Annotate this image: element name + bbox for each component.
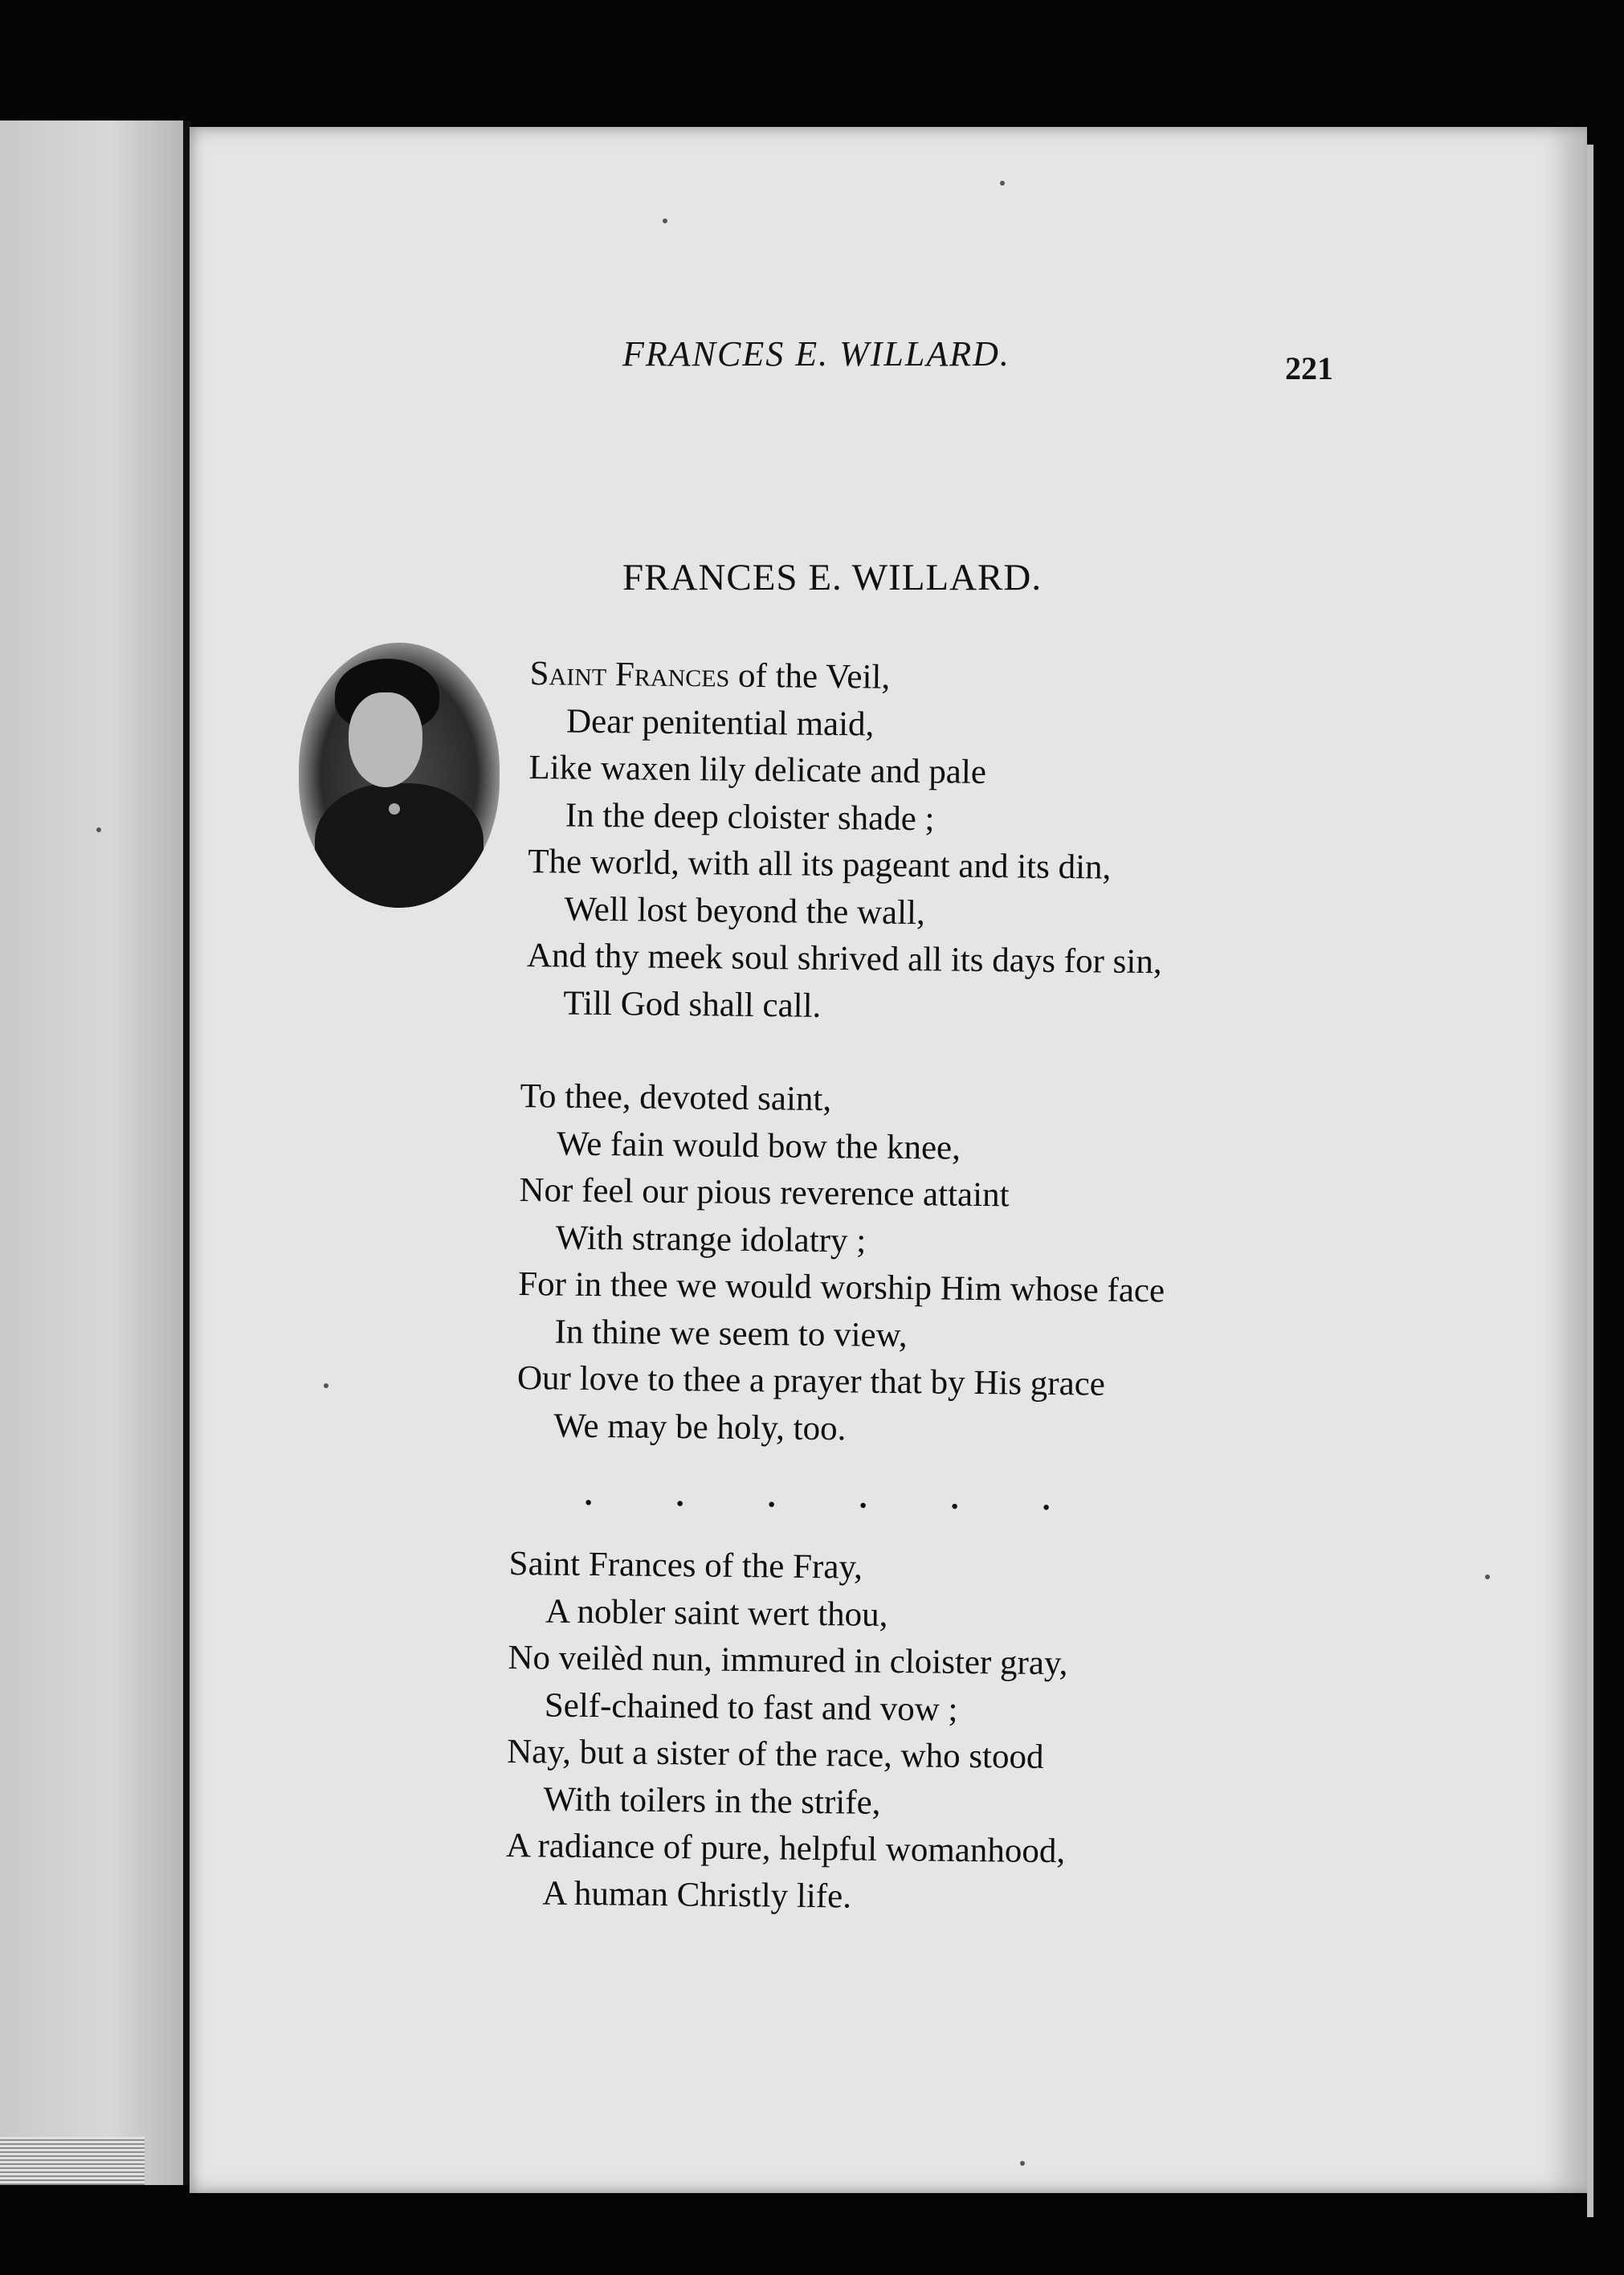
paper-speck bbox=[96, 827, 101, 832]
opening-line-rest: of the Veil, bbox=[729, 656, 891, 696]
portrait-dress bbox=[315, 783, 484, 908]
stanza-3-line-1: Saint Frances of the Fray, bbox=[508, 1544, 863, 1587]
poem-title: FRANCES E. WILLARD. bbox=[622, 557, 1043, 598]
stanza-1-line-4: In the deep cloister shade ; bbox=[565, 795, 935, 838]
stanza-3-line-7: A radiance of pure, helpful womanhood, bbox=[505, 1826, 1066, 1871]
stanza-2-line-3: Nor feel our pious reverence attaint bbox=[519, 1170, 1010, 1215]
paper-speck bbox=[1000, 181, 1005, 186]
stanza-1-line-1 bbox=[529, 651, 1165, 705]
ellipsis-dot: . bbox=[675, 1477, 684, 1513]
right-page-edge bbox=[1587, 145, 1593, 2217]
ellipsis-dot: . bbox=[767, 1477, 776, 1514]
stanza-3-line-5: Nay, but a sister of the race, who stood bbox=[507, 1732, 1044, 1776]
ellipsis-dot: . bbox=[950, 1479, 959, 1516]
ellipsis-dot: . bbox=[1042, 1480, 1051, 1517]
stanza-1 bbox=[526, 651, 1165, 1033]
stanza-2-line-6: In thine we seem to view, bbox=[554, 1312, 908, 1354]
stanza-2-line-1: To thee, devoted saint, bbox=[520, 1076, 832, 1119]
stanza-1-line-6: Well lost beyond the wall, bbox=[564, 889, 926, 932]
paper-speck bbox=[1020, 2161, 1025, 2166]
stanza-2-line-4: With strange idolatry ; bbox=[555, 1218, 867, 1260]
page-stack-edge bbox=[0, 2137, 145, 2185]
stanza-3-line-3: No veilèd nun, immured in cloister gray, bbox=[508, 1638, 1068, 1683]
portrait-brooch bbox=[389, 803, 400, 815]
stanza-1-line-3: Like waxen lily delicate and pale bbox=[528, 748, 987, 791]
running-head: FRANCES E. WILLARD. bbox=[622, 334, 1010, 374]
stanza-2-line-7: Our love to thee a prayer that by His grace bbox=[516, 1358, 1106, 1403]
stanza-1-line-7: And thy meek soul shrived all its days for sin, bbox=[526, 936, 1162, 982]
stanza-2-line-5: For in thee we would worship Him whose face bbox=[518, 1264, 1165, 1310]
stanza-1-line-2: Dear penitential maid, bbox=[565, 701, 875, 743]
stanza-3 bbox=[505, 1541, 1069, 1922]
stanza-2-line-8: We may be holy, too. bbox=[553, 1406, 847, 1448]
left-page-edge bbox=[0, 120, 191, 2185]
stanza-3-line-8: A human Christly life. bbox=[542, 1873, 852, 1915]
ellipsis-dot: . bbox=[584, 1476, 593, 1513]
stanza-3-line-6: With toilers in the strife, bbox=[543, 1779, 881, 1822]
portrait-image bbox=[299, 643, 500, 908]
stanza-break-dots bbox=[584, 1475, 1051, 1517]
small-caps-opening: Saint Frances bbox=[529, 654, 730, 695]
portrait-face bbox=[349, 692, 422, 787]
stanza-3-line-2: A nobler saint wert thou, bbox=[545, 1591, 888, 1634]
paper-speck bbox=[1485, 1575, 1490, 1579]
stanza-3-line-4: Self-chained to fast and vow ; bbox=[544, 1685, 958, 1729]
stanza-1-line-8: Till God shall call. bbox=[563, 983, 822, 1025]
ellipsis-dot: . bbox=[859, 1478, 867, 1515]
paper-speck bbox=[663, 219, 667, 223]
stanza-2 bbox=[516, 1073, 1167, 1456]
stanza-1-line-5: The world, with all its pageant and its din, bbox=[528, 842, 1112, 887]
stanza-2-line-2: We fain would bow the knee, bbox=[556, 1124, 961, 1167]
paper-speck bbox=[324, 1383, 328, 1388]
page-number: 221 bbox=[1285, 350, 1333, 386]
